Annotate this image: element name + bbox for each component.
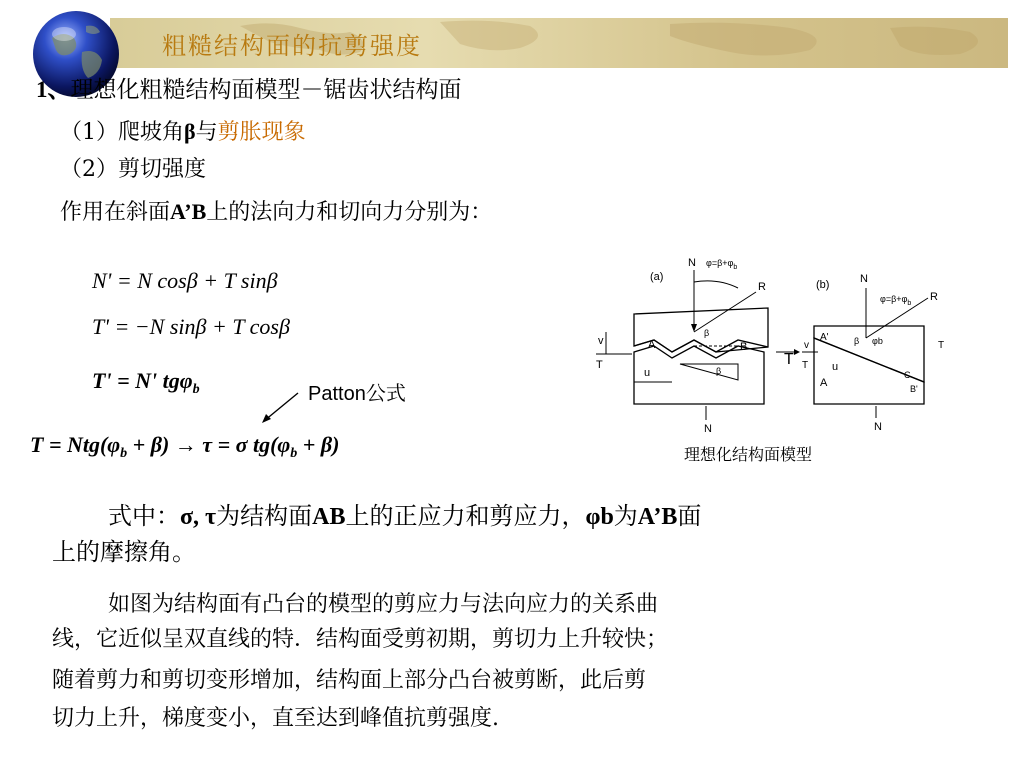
heading-1-prefix: 1、 (36, 77, 71, 102)
patton-cjk: 公式 (365, 381, 406, 405)
dilatancy-highlight: 剪胀现象 (217, 120, 306, 145)
diagram-t-left-b: T (802, 360, 809, 371)
diagram-n-bottom-b: N (874, 421, 882, 433)
diagram-v-a: v (598, 335, 604, 347)
diagram-label-a: (a) (650, 271, 664, 283)
f1-beta-b: β (266, 268, 278, 293)
beta-b: β (854, 336, 860, 346)
paragraph-line-3: 随着剪力和剪切变形增加，结构面上部分凸台被剪断，此后剪 (52, 668, 647, 693)
paragraph-line-4: 切力上升，梯度变小，直至达到峰值抗剪强度. (52, 706, 499, 731)
item-1-joiner: 与 (195, 120, 218, 145)
f3-eq: = N' tg (111, 368, 180, 393)
f1-mid: + T sin (197, 268, 267, 293)
diagram-v-b: v (804, 340, 809, 351)
diagram-b-a: B (740, 341, 748, 353)
f2-beta-b: β (278, 314, 290, 339)
diagram-a-b: A (820, 377, 828, 389)
explanation-mid3: 为 (613, 502, 638, 530)
explanation-mid: 为结构面 (216, 502, 313, 530)
diagram-n-bottom-a: N (704, 423, 712, 435)
explanation-pre: 式中： (108, 502, 180, 530)
diagram-a-a: A (648, 339, 656, 351)
f1-lhs: N' (92, 268, 112, 293)
f3-lhs: T' (92, 368, 112, 393)
item-1 (60, 118, 306, 147)
force-line-post: 上的法向力和切向力分别为： (206, 200, 493, 225)
phib-b: φb (872, 336, 883, 346)
diagram-t-left-a: T (596, 359, 603, 371)
f4-sub2: b (290, 446, 298, 461)
patton-formula-label (308, 377, 406, 406)
explanation-symbols: σ, τ (180, 504, 217, 530)
explanation-mid2: 上的正应力和剪应力， (345, 502, 586, 530)
f2-beta-a: β (195, 314, 207, 339)
explanation-ab2: A’B (637, 504, 678, 530)
diagram-aprime-b: A' (820, 332, 829, 343)
sawtooth-model-diagram (588, 252, 958, 472)
formula-friction (92, 368, 200, 398)
f4-end: + β) (297, 432, 340, 457)
diagram-t-right-a: T (784, 351, 794, 368)
f4-text: T = Ntg(φ (30, 432, 121, 457)
diagram-u-b: u (832, 361, 839, 373)
phi-eq-a: $\varphi=\beta+\varphi_b$ (706, 258, 738, 271)
diagram-label-b: (b) (816, 279, 830, 291)
f2-mid: + T cos (206, 314, 279, 339)
formula-shear-force (92, 314, 290, 340)
symbol-explanation (108, 500, 701, 534)
diagram-caption: 理想化结构面模型 (684, 445, 813, 464)
force-line-ab: A’B (170, 199, 207, 224)
formula-normal-force (92, 268, 278, 294)
f4-mid: + β) → τ = σ tg(φ (127, 432, 291, 457)
paragraph-line-1: 如图为结构面有凸台的模型的剪应力与法向应力的关系曲 (108, 592, 659, 617)
diagram-t-right-b: T (938, 340, 945, 351)
force-line-pre: 作用在斜面 (60, 200, 171, 225)
heading-1-text: 理想化粗糙结构面模型－锯齿状结构面 (70, 77, 462, 103)
slide-title: 粗糙结构面的抗剪强度 (162, 32, 422, 60)
explanation-phib: φb (585, 504, 614, 530)
force-line (60, 198, 492, 227)
f2-lhs: T' (92, 314, 109, 339)
beta-a: β (704, 328, 710, 338)
diagram-n-top-a: N (688, 257, 696, 269)
f1-beta-a: β (186, 268, 198, 293)
f1-eq: = N cos (111, 268, 187, 293)
diagram-r-a: R (758, 281, 766, 293)
item-1-prefix: （1）爬坡角 (60, 120, 184, 145)
diagram-n-top-b: N (860, 273, 868, 285)
f4-sub1: b (120, 446, 128, 461)
diagram-c-b: C (904, 370, 911, 380)
diagram-bprime-b: B' (910, 384, 918, 394)
beta-symbol: β (184, 119, 196, 144)
patton-arrow (258, 390, 302, 426)
paragraph-line-2: 线，它近似呈双直线的特．结构面受剪初期，剪切力上升较快； (52, 627, 669, 652)
f3-phi: φ (179, 368, 193, 393)
phi-eq-b: $\varphi=\beta+\varphi_b$ (880, 294, 912, 307)
heading-1 (36, 76, 462, 104)
beta-a2: β (716, 366, 722, 376)
patton-latin: Patton (308, 383, 366, 405)
item-2: （2）剪切强度 (60, 157, 206, 182)
diagram-u-a: u (644, 367, 651, 379)
explanation-end: 面 (677, 502, 702, 530)
explanation-ab: AB (312, 504, 346, 530)
f2-eq: = −N sin (108, 314, 196, 339)
diagram-r-b: R (930, 291, 938, 303)
symbol-explanation-line2: 上的摩擦角。 (52, 538, 196, 566)
formula-patton (30, 432, 339, 462)
f3-sub: b (192, 382, 200, 397)
